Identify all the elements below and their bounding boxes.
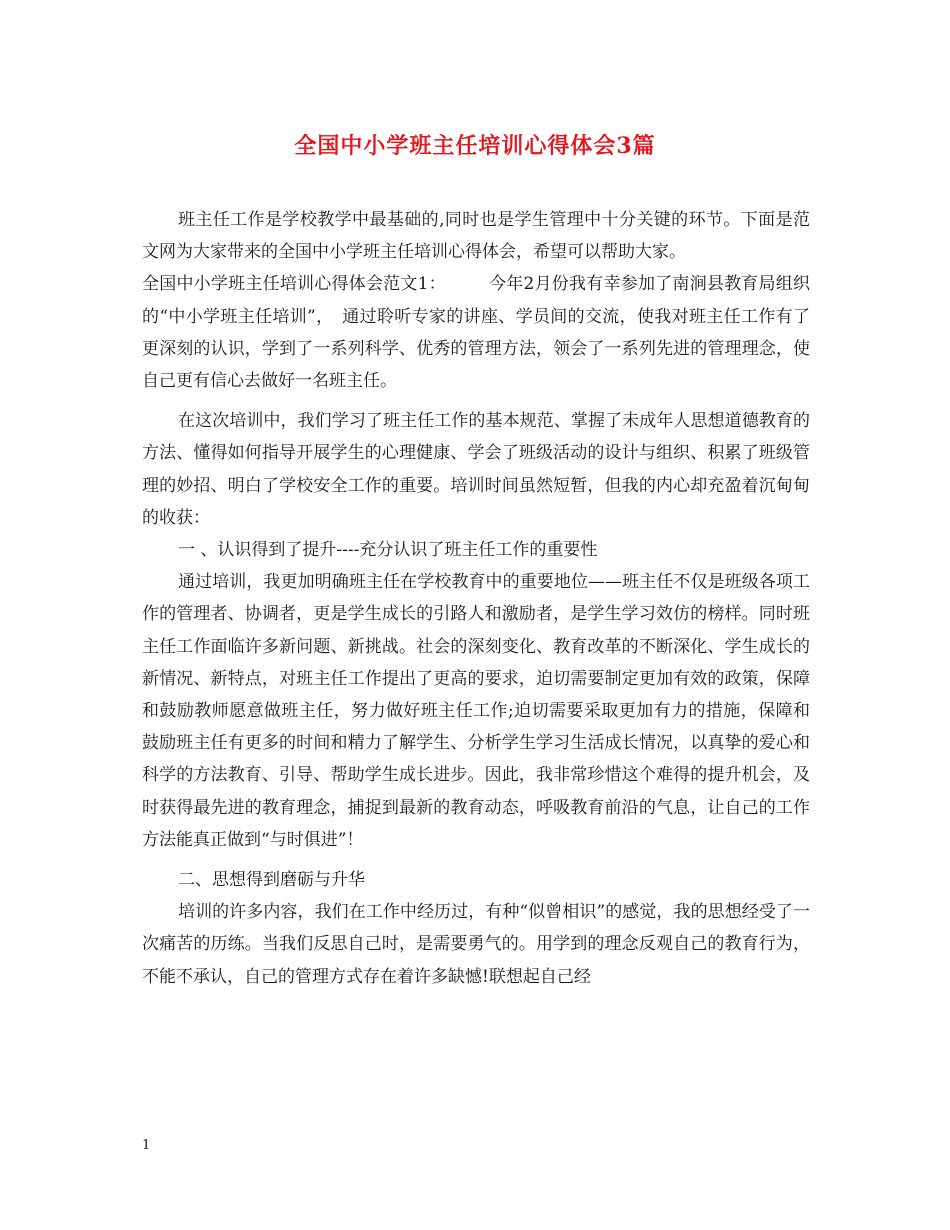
- section-heading-2: 二、思想得到磨砺与升华: [178, 870, 365, 891]
- document-body: [142, 204, 810, 993]
- page-number: 1: [142, 1138, 151, 1153]
- paragraph-training-content: 在这次培训中，我们学习了班主任工作的基本规范、掌握了未成年人思想道德教育的方法、懂得如何指导开展学生的心理健康、学会了班级活动的设计与组织、积累了班级管理的妙招、明白了学校安全工作的重要。培训时间虽然短暂，但我的内心却充盈着沉甸甸的收获：: [142, 411, 810, 528]
- paragraph-intro: 班主任工作是学校教学中最基础的,同时也是学生管理中十分关键的环节。下面是范文网为大家带来的全国中小学班主任培训心得体会，希望可以帮助大家。: [142, 210, 810, 263]
- paragraph-section-1-body: 通过培训，我更加明确班主任在学校教育中的重要地位——班主任不仅是班级各项工作的管理者、协调者，更是学生成长的引路人和激励者，是学生学习效仿的榜样。同时班主任工作面临许多新问题、新挑战。社会的深刻变化、教育改革的不断深化、学生成长的新情况、新特点，对班主任工作提出了更高的要求，迫切需要制定更加有效的政策，保障和鼓励教师愿意做班主任，努力做好班主任工作;迫切需要采取更加有力的措施，保障和鼓励班主任有更多的时间和精力了解学生、分析学生学习生活成长情况，以真挚的爱心和科学的方法教育、引导、帮助学生成长进步。因此，我非常珍惜这个难得的提升机会，及时获得最先进的教育理念，捕捉到最新的教育动态，呼吸教育前沿的气息，让自己的工作方法能真正做到“与时俱进”！: [142, 572, 810, 850]
- paragraph-sample-1: 全国中小学班主任培训心得体会范文1： 今年2月份我有幸参加了南涧县教育局组织的“中小学班主任培训”， 通过聆听专家的讲座、学员间的交流，使我对班主任工作有了更深刻的认识，学到了一系列科学、优秀的管理方法，领会了一系列先进的管理理念，使自己更有信心去做好一名班主任。: [142, 274, 810, 392]
- document-title: 全国中小学班主任培训心得体会3篇: [294, 133, 656, 159]
- section-heading-1: 一 、认识得到了提升----充分认识了班主任工作的重要性: [178, 540, 598, 561]
- paragraph-section-2-body: 培训的许多内容，我们在工作中经历过，有种“似曾相识”的感觉，我的思想经受了一次痛苦的历练。当我们反思自己时，是需要勇气的。用学到的理念反观自己的教育行为，不能不承认，自己的管理方式存在着许多缺憾!联想起自己经: [142, 902, 810, 987]
